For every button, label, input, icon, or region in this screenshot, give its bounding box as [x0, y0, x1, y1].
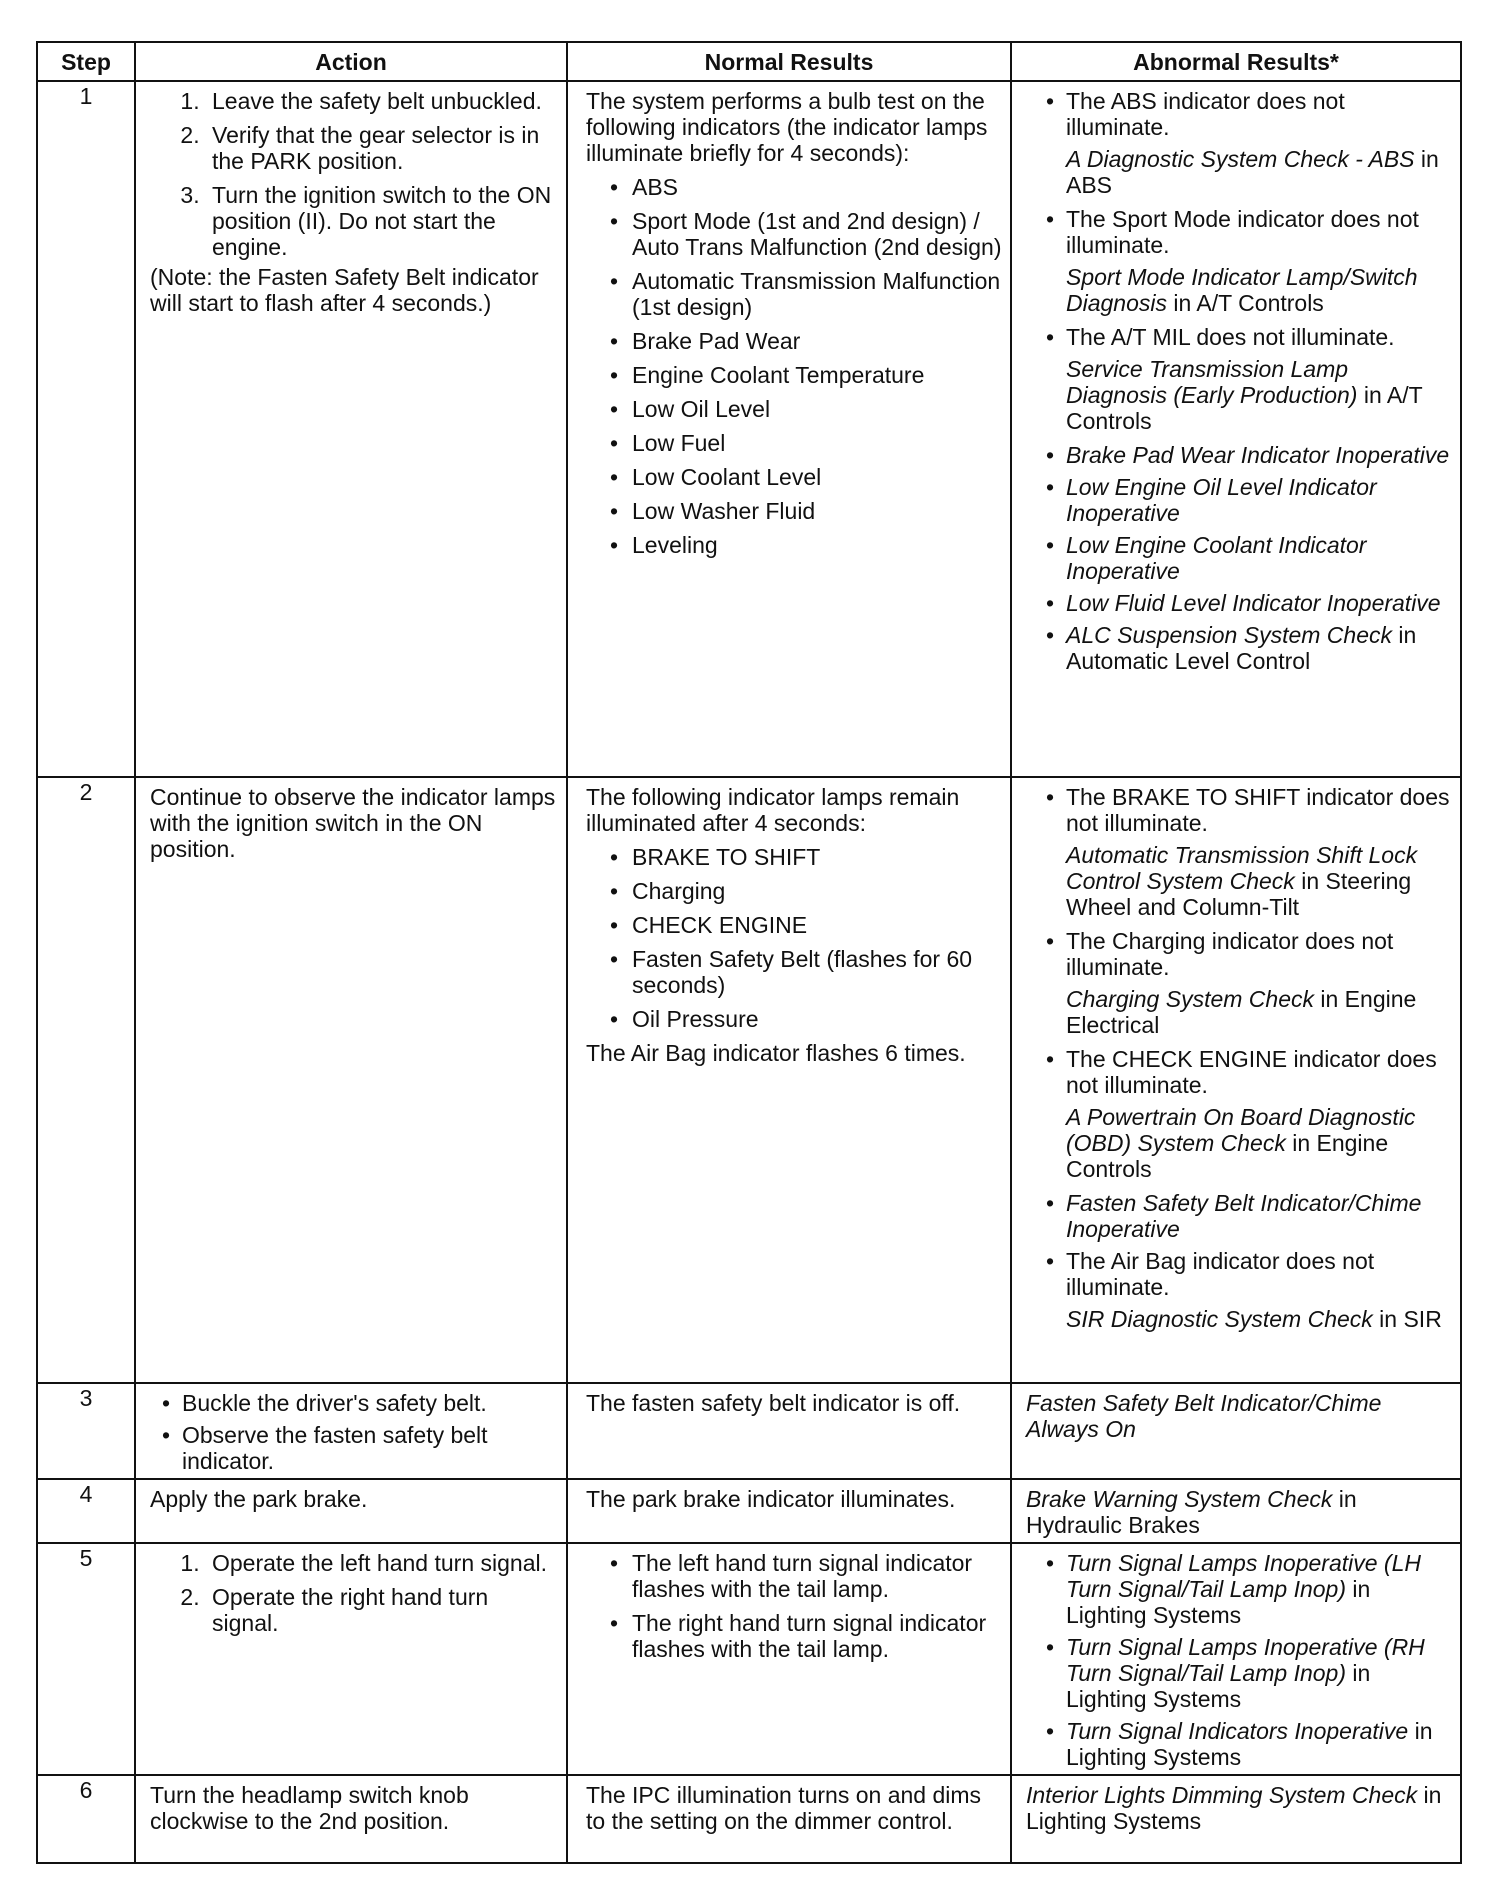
list-item: • CHECK ENGINE [610, 912, 808, 938]
normal-results-cell: The IPC illumination turns on and dims to the setting on the dimmer control. [567, 1775, 1011, 1863]
normal-results-cell [567, 1543, 1011, 1775]
table-row [37, 1383, 1461, 1479]
diagnostic-table [36, 41, 1462, 1864]
list-item: • ABS [610, 174, 679, 200]
header-normal-results: Normal Results [567, 42, 1011, 81]
list-item: • The BRAKE TO SHIFT indicator does not illuminate. [1046, 784, 1450, 836]
list-item: • Brake Pad Wear [610, 328, 801, 354]
list-item: • Brake Pad Wear Indicator Inoperative [1046, 442, 1450, 468]
action-note: (Note: the Fasten Safety Belt indicator will start to flash after 4 seconds.) [150, 264, 539, 316]
normal-outro: The Air Bag indicator flashes 6 times. [586, 1040, 966, 1066]
normal-results-cell: The park brake indicator illuminates. [567, 1479, 1011, 1543]
header-step: Step [37, 42, 135, 81]
action-cell [135, 81, 567, 777]
table-row [37, 1543, 1461, 1775]
list-item: • Fasten Safety Belt (flashes for 60 seconds) [610, 946, 973, 998]
list-item: • Low Oil Level [610, 396, 771, 422]
step-number: 4 [37, 1479, 135, 1543]
reference: Service Transmission Lamp Diagnosis (Early Production) in A/T Controls [1066, 356, 1423, 434]
list-item: • Engine Coolant Temperature [610, 362, 925, 388]
abnormal-results-cell [1011, 1543, 1461, 1775]
list-item: • Oil Pressure [610, 1006, 759, 1032]
reference: Charging System Check in Engine Electrical [1066, 986, 1417, 1038]
list-item: • The A/T MIL does not illuminate. [1046, 324, 1395, 350]
list-item: • The Air Bag indicator does not illuminate. [1046, 1248, 1375, 1300]
list-item: • The Charging indicator does not illuminate. [1046, 928, 1394, 980]
list-item: • Automatic Transmission Malfunction (1st design) [610, 268, 1001, 320]
action-cell: Turn the headlamp switch knob clockwise to the 2nd position. [135, 1775, 567, 1863]
list-item: 2. Operate the right hand turn signal. [206, 1584, 558, 1636]
list-item: • The right hand turn signal indicator flashes with the tail lamp. [610, 1610, 987, 1662]
step-number: 2 [37, 777, 135, 1383]
reference: Automatic Transmission Shift Lock Control System Check in Steering Wheel and Column-Tilt [1066, 842, 1418, 920]
normal-results-cell [567, 81, 1011, 777]
abnormal-list [1020, 88, 1452, 140]
list-item: 1. Leave the safety belt unbuckled. [206, 88, 558, 114]
reference: SIR Diagnostic System Check in SIR [1066, 1306, 1442, 1332]
list-item: • Observe the fasten safety belt indicator. [162, 1422, 488, 1474]
list-item: 2. Verify that the gear selector is in the PARK position. [206, 122, 558, 174]
normal-intro: The following indicator lamps remain illuminated after 4 seconds: [586, 784, 960, 836]
list-item: • Low Coolant Level [610, 464, 822, 490]
reference: A Diagnostic System Check - ABS in ABS [1066, 146, 1439, 198]
action-cell [135, 1543, 567, 1775]
step-number: 1 [37, 81, 135, 777]
table-row [37, 1479, 1461, 1543]
abnormal-results-cell: Fasten Safety Belt Indicator/Chime Always On [1011, 1383, 1461, 1479]
list-item: • Low Engine Coolant Indicator Inoperative [1046, 532, 1367, 584]
list-item: • Low Fuel [610, 430, 726, 456]
action-cell: Apply the park brake. [135, 1479, 567, 1543]
table-row [37, 777, 1461, 1383]
action-list [150, 88, 558, 260]
list-item: • Sport Mode (1st and 2nd design) / Auto Trans Malfunction (2nd design) [610, 208, 1002, 260]
abnormal-results-cell: Interior Lights Dimming System Check in Lighting Systems [1011, 1775, 1461, 1863]
normal-list [586, 174, 1002, 558]
list-item: • The Sport Mode indicator does not illuminate. [1046, 206, 1419, 258]
list-item: • The left hand turn signal indicator flashes with the tail lamp. [610, 1550, 973, 1602]
abnormal-results-cell: Brake Warning System Check in Hydraulic Brakes [1011, 1479, 1461, 1543]
list-item: • Low Engine Oil Level Indicator Inoperative [1046, 474, 1377, 526]
step-number: 3 [37, 1383, 135, 1479]
list-item: • BRAKE TO SHIFT [610, 844, 821, 870]
step-number: 5 [37, 1543, 135, 1775]
header-abnormal-results: Abnormal Results* [1011, 42, 1461, 81]
list-item: • Turn Signal Lamps Inoperative (LH Turn Signal/Tail Lamp Inop) in Lighting Systems [1046, 1550, 1421, 1628]
abnormal-results-cell [1011, 777, 1461, 1383]
normal-results-cell: The fasten safety belt indicator is off. [567, 1383, 1011, 1479]
list-item: • Turn Signal Lamps Inoperative (RH Turn Signal/Tail Lamp Inop) in Lighting Systems [1046, 1634, 1425, 1712]
list-item: • The CHECK ENGINE indicator does not illuminate. [1046, 1046, 1437, 1098]
normal-intro: The system performs a bulb test on the following indicators (the indicator lamps illuminate briefly for 4 seconds): [586, 88, 988, 166]
list-item: • Turn Signal Indicators Inoperative in Lighting Systems [1046, 1718, 1433, 1770]
table-row [37, 1775, 1461, 1863]
list-item: • ALC Suspension System Check in Automatic Level Control [1046, 622, 1417, 674]
list-item: 3. Turn the ignition switch to the ON position (II). Do not start the engine. [206, 182, 558, 260]
normal-list [586, 844, 1002, 1032]
list-item: • Buckle the driver's safety belt. [162, 1390, 487, 1416]
list-item: • Low Fluid Level Indicator Inoperative [1046, 590, 1441, 616]
reference: Sport Mode Indicator Lamp/Switch Diagnosis in A/T Controls [1066, 264, 1418, 316]
list-item: • Low Washer Fluid [610, 498, 816, 524]
reference: A Powertrain On Board Diagnostic (OBD) System Check in Engine Controls [1066, 1104, 1416, 1182]
action-cell: Continue to observe the indicator lamps with the ignition switch in the ON position. [135, 777, 567, 1383]
list-item: • Leveling [610, 532, 718, 558]
abnormal-results-cell [1011, 81, 1461, 777]
normal-results-cell [567, 777, 1011, 1383]
list-item: • Charging [610, 878, 726, 904]
header-action: Action [135, 42, 567, 81]
list-item: 1. Operate the left hand turn signal. [206, 1550, 558, 1576]
list-item: • Fasten Safety Belt Indicator/Chime Inoperative [1046, 1190, 1422, 1242]
step-number: 6 [37, 1775, 135, 1863]
table-row [37, 81, 1461, 777]
list-item: • The ABS indicator does not illuminate. [1046, 88, 1345, 140]
action-cell [135, 1383, 567, 1479]
header-row [37, 42, 1461, 81]
